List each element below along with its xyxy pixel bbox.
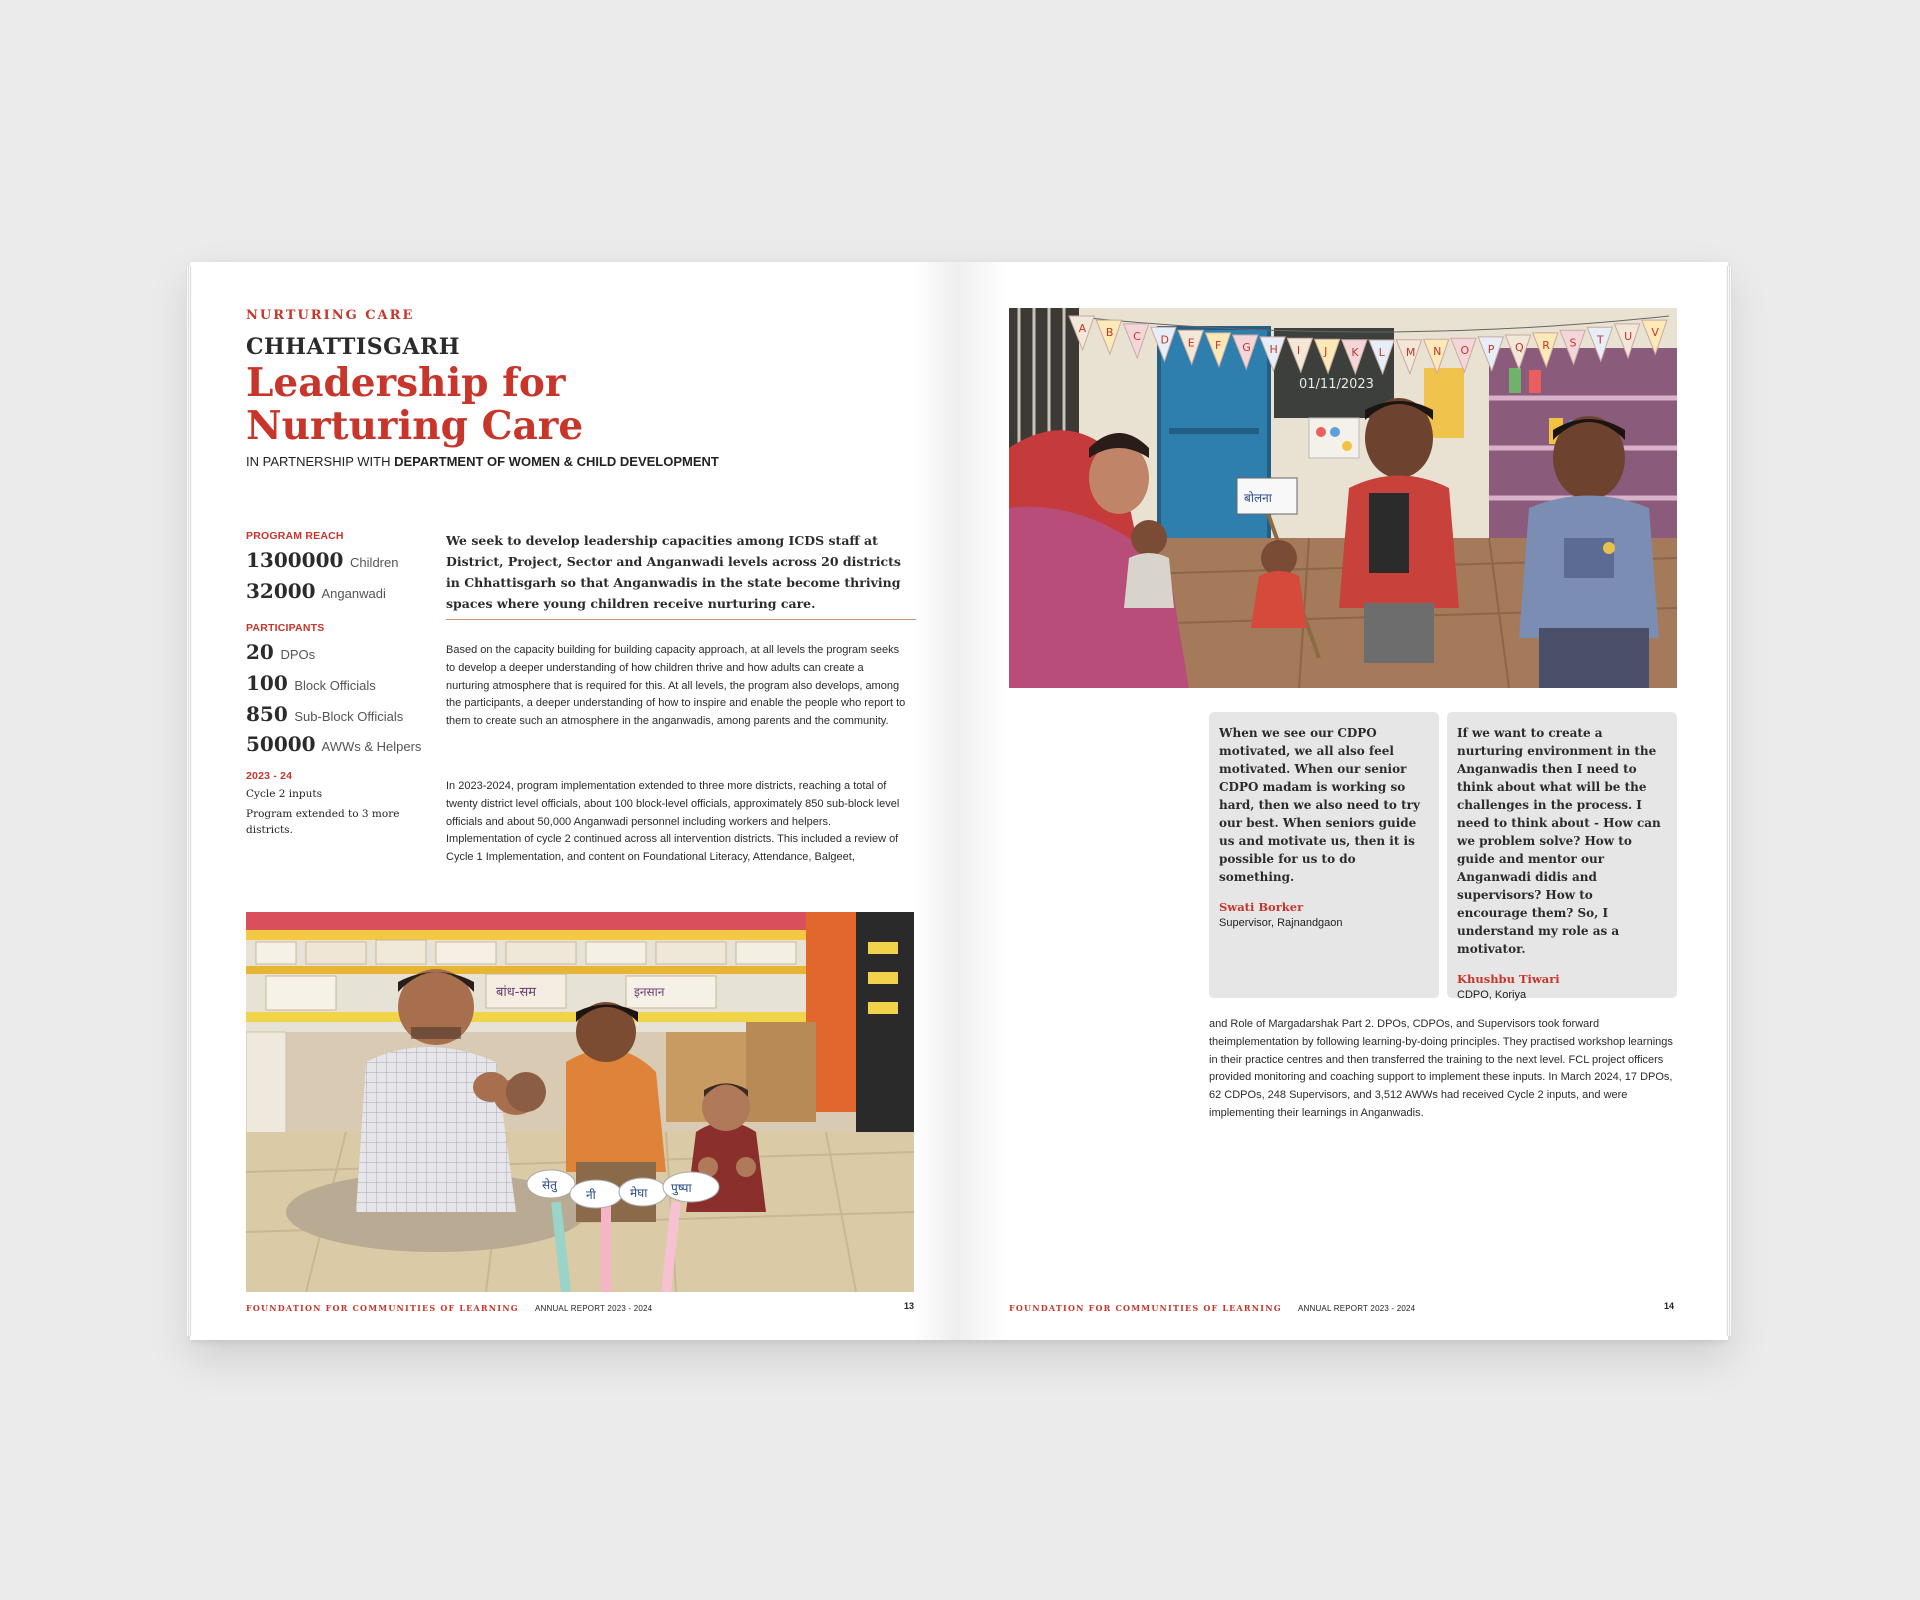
footer-report: ANNUAL REPORT 2023 - 2024	[1297, 1304, 1416, 1313]
bunting-letter: H	[1269, 342, 1278, 356]
quote-card-swati	[1209, 712, 1439, 998]
body-paragraph-1: Based on the capacity building for building capacity approach, at all levels the program seeks to develop a deeper understanding of how children thrive and how adults can create a nurturing atmosphere that is required for this. At all levels, the program also develops, among the participants, a deeper understanding of how to inspire and enable the people who report to them to create such an atmosphere in the anganwadis, among parents and the community.	[446, 644, 906, 728]
right-page	[959, 262, 1728, 1340]
year-note-1: Cycle 2 inputs	[246, 788, 322, 800]
bunting-letter: T	[1596, 333, 1604, 347]
program-reach-heading: PROGRAM REACH	[246, 530, 344, 542]
photo-anganwadi-children	[1009, 308, 1677, 688]
stat-label: Children	[350, 555, 399, 570]
stat-value: 32000	[246, 579, 316, 603]
chalkboard-date: 01/11/2023	[1299, 377, 1374, 392]
anganwadi-children-image	[1009, 308, 1677, 688]
stats-sidebar	[246, 530, 426, 838]
stat-label: Anganwadi	[321, 586, 386, 601]
stat-value: 850	[246, 702, 288, 726]
stat-awws	[246, 731, 426, 756]
page-edge-left	[186, 266, 192, 1336]
bunting-letter: D	[1160, 333, 1169, 347]
headline-line-2: Nurturing Care	[246, 403, 584, 449]
footer-org: FOUNDATION FOR COMMUNITIES OF LEARNING	[1009, 1303, 1282, 1313]
stat-sub-block-officials	[246, 700, 426, 731]
bunting-letter: O	[1460, 344, 1470, 358]
bunting-letter: S	[1569, 336, 1577, 350]
section-kicker: NURTURING CARE	[246, 308, 415, 323]
stat-anganwadi	[246, 577, 426, 608]
bunting-letter: E	[1187, 336, 1195, 350]
body-paragraph-2: In 2023-2024, program implementation extended to three more districts, reaching a total of twenty district level officials, about 100 block-level officials, approximately 850 sub-block level officials and about 50,000 Anganwadi personnel including workers and helpers. Implementation of cycle 2 continued across all intervention districts. This included a review of Cycle 1 Implementation, and content on Foundational Literacy, Attendance, Balgeet,	[446, 780, 900, 864]
page-number: 13	[904, 1301, 915, 1311]
bunting-letter: I	[1296, 344, 1301, 358]
stat-value: 1300000	[246, 548, 344, 572]
partnership-line	[246, 454, 719, 469]
quote-role: CDPO, Koriya	[1457, 989, 1527, 1001]
board-word: इनसान	[634, 985, 665, 999]
quote-text: When we see our CDPO motivated, we all also feel motivated. When our senior CDPO madam is working so hard, then we also need to try our best. When seniors guide us and motivate us, then it is possible for us to do something.	[1219, 726, 1420, 884]
stat-block-officials	[246, 669, 426, 700]
sign-word: नी	[586, 1188, 596, 1202]
stat-label: AWWs & Helpers	[321, 739, 422, 754]
page-edge-right	[1726, 266, 1732, 1336]
lead-paragraph: We seek to develop leadership capacities among ICDS staff at District, Project, Sector and Anganwadi levels across 20 districts in Chhattisgarh so that Anganwadis in the state become thriving spaces where young children receive nurturing care.	[446, 533, 901, 611]
board-word: बांध-सम	[496, 985, 537, 1000]
bunting-letter: R	[1542, 338, 1550, 352]
stat-value: 100	[246, 671, 288, 695]
headline-line-1: Leadership for	[246, 360, 566, 406]
footer-report: ANNUAL REPORT 2023 - 2024	[534, 1304, 653, 1313]
bunting-letter: K	[1351, 345, 1359, 359]
partner-name: DEPARTMENT OF WOMEN & CHILD DEVELOPMENT	[394, 454, 719, 469]
footer-left	[246, 1303, 652, 1313]
bunting-letter: L	[1378, 346, 1385, 359]
bunting-letter: N	[1433, 345, 1442, 359]
photo-classroom-teacher	[246, 912, 914, 1292]
bunting-letter: Q	[1515, 341, 1524, 355]
quote-text: If we want to create a nurturing environment in the Anganwadis then I need to think about what will be the challenges in the process. I need to think about - How can we problem solve? How to guide and mentor our Anganwadi didis and supervisors? How to encourage them? So, I understand my role as a motivator.	[1457, 726, 1661, 956]
quote-role: Supervisor, Rajnandgaon	[1219, 917, 1343, 929]
sign-word: बोलना	[1244, 491, 1272, 505]
page-headline	[246, 362, 766, 448]
stat-value: 20	[246, 640, 274, 664]
stat-value: 50000	[246, 732, 316, 756]
quote-author: Swati Borker	[1219, 900, 1304, 914]
participants-heading: PARTICIPANTS	[246, 622, 325, 634]
bunting-letter: J	[1324, 345, 1328, 359]
bunting-letter: F	[1215, 338, 1222, 352]
lead-divider	[446, 619, 916, 620]
stat-label: DPOs	[280, 647, 316, 662]
stat-children	[246, 546, 426, 577]
stat-label: Sub-Block Officials	[294, 709, 404, 724]
footer-org: FOUNDATION FOR COMMUNITIES OF LEARNING	[246, 1303, 519, 1313]
bunting-letter: V	[1651, 326, 1659, 340]
sign-word: पुष्पा	[671, 1181, 692, 1195]
footer-right	[1009, 1303, 1415, 1313]
state-title: CHHATTISGARH	[246, 334, 461, 360]
bunting-letter: P	[1487, 342, 1495, 356]
quote-card-khushbu	[1447, 712, 1677, 1001]
stat-dpos	[246, 638, 426, 669]
quote-author: Khushbu Tiwari	[1457, 972, 1560, 986]
body-paragraph-3: and Role of Margadarshak Part 2. DPOs, CDPOs, and Supervisors took forward theimplementation by following learning-by-doing principles. They practised workshop learnings in their practice centres and then transferred the training to the next level. FCL project officers provided monitoring and coaching support to implement these inputs. In March 2024, 17 DPOs, 62 CDPOs, 248 Supervisors, and 3,512 AWWs had received Cycle 2 inputs, and were implementing their learnings in Anganwadis.	[1209, 1018, 1673, 1119]
report-spread	[190, 262, 1728, 1340]
bunting-letter: G	[1242, 341, 1251, 355]
partner-prefix: IN PARTNERSHIP WITH	[246, 454, 391, 469]
bunting-letter: C	[1133, 329, 1141, 343]
left-page	[190, 262, 959, 1340]
year-heading: 2023 - 24	[246, 770, 293, 782]
year-note-2: Program extended to 3 more districts.	[246, 808, 400, 836]
bunting-letter: M	[1405, 345, 1416, 359]
sign-word: सेतु	[542, 1178, 557, 1192]
classroom-teacher-image	[246, 912, 914, 1292]
bunting-letter: U	[1624, 329, 1633, 343]
bunting-letter: A	[1078, 322, 1087, 335]
stat-label: Block Officials	[294, 678, 376, 693]
bunting-letter: B	[1105, 326, 1114, 340]
page-number: 14	[1664, 1301, 1675, 1311]
sign-word: मेघा	[630, 1186, 648, 1200]
